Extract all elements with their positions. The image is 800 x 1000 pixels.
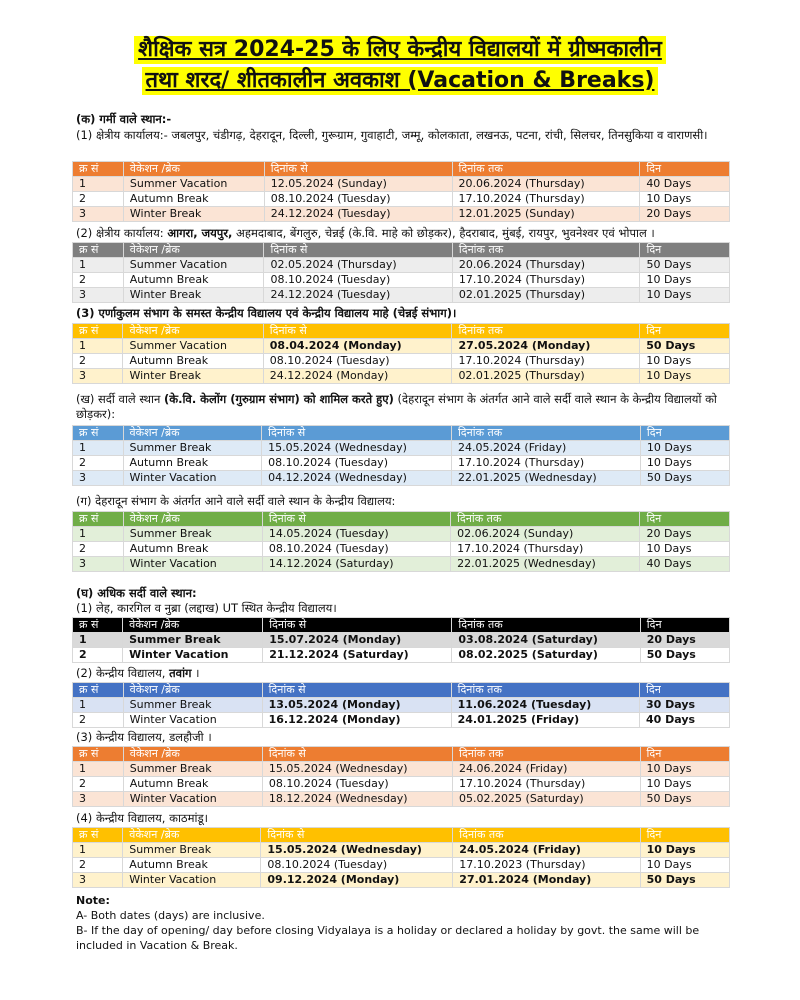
- section-kha-text: [76, 392, 736, 422]
- header-cell: दिनांक तक: [453, 747, 640, 762]
- table-cell: 02.01.2025 (Thursday): [452, 288, 640, 303]
- table-row: [73, 288, 730, 303]
- table-cell: Winter Vacation: [123, 713, 262, 728]
- table-cell: 15.07.2024 (Monday): [263, 633, 452, 648]
- table-cell: 1: [73, 633, 123, 648]
- table-row: [73, 792, 730, 807]
- table-cell: 2: [73, 354, 123, 369]
- table-row: [73, 192, 730, 207]
- table-cell: Summer Vacation: [123, 339, 263, 354]
- table-cell: 50 Days: [640, 339, 730, 354]
- table-cell: 3: [73, 873, 123, 888]
- note-a: A- Both dates (days) are inclusive.: [76, 909, 265, 922]
- table-cell: 20 Days: [640, 633, 729, 648]
- table-cell: 30 Days: [640, 698, 730, 713]
- section-gha-sub2: [76, 666, 736, 681]
- header-cell: दिन: [640, 243, 730, 258]
- notes-heading: Note:: [76, 894, 110, 907]
- kha-bold: (के.वि. केलोंग (गुरुग्राम संभाग) को शामिल करते हुए): [163, 392, 394, 406]
- table-cell: 2: [73, 777, 124, 792]
- title-line-2: तथा शरद/ शीतकालीन अवकाश (Vacation & Breaks): [142, 67, 659, 95]
- table-ka-1: [72, 161, 730, 222]
- table-cell: 17.10.2023 (Thursday): [453, 858, 640, 873]
- table-row: [73, 698, 730, 713]
- table-row: [73, 843, 730, 858]
- table-cell: 1: [73, 177, 124, 192]
- header-cell: दिनांक से: [264, 243, 452, 258]
- table-cell: 24.05.2024 (Friday): [451, 441, 640, 456]
- table-cell: 50 Days: [640, 792, 729, 807]
- table-cell: 3: [73, 207, 124, 222]
- page-title: [0, 36, 800, 98]
- table-row: [73, 873, 730, 888]
- table-row: [73, 471, 730, 486]
- table-cell: 2: [73, 648, 123, 663]
- table-row: [73, 369, 730, 384]
- table-cell: 18.12.2024 (Wednesday): [262, 792, 452, 807]
- table-cell: Autumn Break: [123, 456, 262, 471]
- table-cell: Autumn Break: [123, 777, 262, 792]
- header-cell: दिनांक तक: [451, 683, 639, 698]
- table-cell: 2: [73, 713, 124, 728]
- table-cell: 1: [73, 698, 124, 713]
- header-cell: दिनांक से: [262, 683, 451, 698]
- table-cell: Autumn Break: [123, 354, 263, 369]
- header-cell: वेकेशन /ब्रेक: [123, 618, 263, 633]
- header-cell: दिन: [640, 683, 730, 698]
- table-cell: 3: [73, 288, 124, 303]
- note-b: B- If the day of opening/ day before closing Vidyalaya is a holiday or declared a holiday by govt. the same will be included in Vacation & Break.: [76, 924, 700, 952]
- table-cell: 10 Days: [640, 456, 729, 471]
- table-header-row: [73, 618, 730, 633]
- section-ga-text: (ग) देहरादून संभाग के अंतर्गत आने वाले सर्दी वाले स्थान के केन्द्रीय विद्यालय:: [76, 494, 396, 508]
- table-cell: 02.01.2025 (Thursday): [452, 369, 640, 384]
- notes: [76, 893, 736, 953]
- table-cell: Summer Break: [123, 762, 262, 777]
- table-header-row: [73, 324, 730, 339]
- table-cell: 2: [73, 273, 124, 288]
- section-ka-sub1: (1) क्षेत्रीय कार्यालय:- जबलपुर, चंडीगढ़, देहरादून, दिल्ली, गुरूग्राम, गुवाहाटी, जम्मू, कोलकाता, लखनऊ, पटना, रांची, सिलचर, तिनसुकिया व वाराणसी।: [76, 128, 708, 142]
- table-cell: 50 Days: [640, 648, 729, 663]
- gha-sub2-bold: तवांग: [169, 666, 192, 680]
- table-cell: 08.10.2024 (Tuesday): [263, 354, 452, 369]
- table-cell: 02.06.2024 (Sunday): [451, 527, 640, 542]
- table-cell: 14.05.2024 (Tuesday): [262, 527, 450, 542]
- table-cell: 1: [73, 441, 124, 456]
- table-cell: 10 Days: [640, 858, 729, 873]
- table-cell: Winter Vacation: [123, 557, 262, 572]
- table-row: [73, 207, 730, 222]
- header-cell: क्र सं: [73, 747, 124, 762]
- table-cell: 24.06.2024 (Friday): [453, 762, 640, 777]
- table-cell: 50 Days: [640, 471, 729, 486]
- table-cell: 2: [73, 542, 124, 557]
- header-cell: वेकेशन /ब्रेक: [123, 162, 264, 177]
- header-cell: क्र सं: [73, 426, 124, 441]
- table-cell: Summer Break: [123, 633, 263, 648]
- header-cell: दिनांक से: [264, 162, 452, 177]
- header-cell: क्र सं: [73, 512, 124, 527]
- table-cell: 13.05.2024 (Monday): [262, 698, 451, 713]
- header-cell: दिनांक तक: [453, 828, 640, 843]
- gha-sub2-rest: ।: [191, 666, 200, 680]
- header-cell: क्र सं: [73, 618, 123, 633]
- table-cell: 17.10.2024 (Thursday): [452, 354, 640, 369]
- header-cell: वेकेशन /ब्रेक: [123, 747, 262, 762]
- table-header-row: [73, 162, 730, 177]
- header-cell: दिन: [640, 828, 729, 843]
- header-cell: दिनांक से: [262, 747, 452, 762]
- header-cell: दिनांक से: [263, 618, 452, 633]
- table-cell: 09.12.2024 (Monday): [261, 873, 453, 888]
- table-cell: 10 Days: [640, 762, 729, 777]
- header-cell: दिनांक से: [262, 512, 450, 527]
- header-cell: दिन: [640, 618, 729, 633]
- table-cell: 10 Days: [640, 843, 729, 858]
- title-line-1: शैक्षिक सत्र 2024-25 के लिए केन्द्रीय विद्यालयों में ग्रीष्मकालीन: [134, 36, 666, 64]
- table-cell: 17.10.2024 (Thursday): [452, 192, 640, 207]
- table-row: [73, 441, 730, 456]
- table-cell: Winter Vacation: [123, 648, 263, 663]
- header-cell: वेकेशन /ब्रेक: [123, 324, 263, 339]
- table-cell: 10 Days: [640, 192, 730, 207]
- table-cell: 1: [73, 843, 123, 858]
- table-row: [73, 456, 730, 471]
- table-cell: 16.12.2024 (Monday): [262, 713, 451, 728]
- table-cell: 08.02.2025 (Saturday): [452, 648, 640, 663]
- table-cell: 10 Days: [640, 777, 729, 792]
- header-cell: क्र सं: [73, 324, 123, 339]
- section-gha-sub4: (4) केन्द्रीय विद्यालय, काठमांडू।: [76, 811, 208, 825]
- section-gha-sub1: (1) लेह, कारगिल व नुब्रा (लद्दाख) UT स्थित केन्द्रीय विद्यालय।: [76, 601, 337, 615]
- header-cell: दिन: [640, 162, 730, 177]
- table-cell: Winter Break: [123, 369, 263, 384]
- table-cell: 40 Days: [640, 177, 730, 192]
- sub2-bold: आगरा, जयपुर,: [167, 226, 233, 240]
- table-cell: Summer Break: [123, 527, 262, 542]
- table-cell: 08.10.2024 (Tuesday): [264, 273, 452, 288]
- table-row: [73, 339, 730, 354]
- table-cell: 24.12.2024 (Tuesday): [264, 207, 452, 222]
- table-cell: 1: [73, 762, 124, 777]
- table-cell: Winter Vacation: [123, 873, 261, 888]
- table-cell: 3: [73, 369, 123, 384]
- table-cell: 17.10.2024 (Thursday): [452, 273, 640, 288]
- table-cell: Summer Break: [123, 441, 262, 456]
- table-cell: 10 Days: [640, 288, 730, 303]
- section-ka-sub2: [76, 226, 736, 241]
- header-cell: वेकेशन /ब्रेक: [123, 512, 262, 527]
- header-cell: दिन: [640, 512, 730, 527]
- table-cell: 11.06.2024 (Tuesday): [451, 698, 639, 713]
- header-cell: दिनांक तक: [452, 162, 640, 177]
- table-ka-3: [72, 323, 730, 384]
- header-cell: वेकेशन /ब्रेक: [123, 683, 262, 698]
- header-cell: दिनांक से: [261, 828, 453, 843]
- table-cell: 08.10.2024 (Tuesday): [264, 192, 452, 207]
- table-row: [73, 354, 730, 369]
- table-cell: 2: [73, 192, 124, 207]
- header-cell: दिनांक से: [262, 426, 452, 441]
- table-cell: 03.08.2024 (Saturday): [452, 633, 640, 648]
- header-cell: दिन: [640, 324, 730, 339]
- table-header-row: [73, 426, 730, 441]
- sub2-rest: अहमदाबाद, बेंगलुरु, चेन्नई (के.वि. माहे को छोड़कर), हैदराबाद, मुंबई, रायपुर, भुवनेश्वर एवं भोपाल ।: [232, 226, 655, 240]
- table-cell: Autumn Break: [123, 273, 264, 288]
- table-kha: [72, 425, 730, 486]
- table-cell: 04.12.2024 (Wednesday): [262, 471, 452, 486]
- table-cell: 08.10.2024 (Tuesday): [262, 542, 450, 557]
- header-cell: दिन: [640, 426, 729, 441]
- section-gha-heading: (घ) अधिक सर्दी वाले स्थान:: [76, 586, 197, 600]
- table-header-row: [73, 747, 730, 762]
- table-cell: 1: [73, 258, 124, 273]
- table-ka-2: [72, 242, 730, 303]
- header-cell: क्र सं: [73, 828, 123, 843]
- table-cell: 50 Days: [640, 873, 729, 888]
- table-row: [73, 777, 730, 792]
- table-cell: 3: [73, 792, 124, 807]
- table-row: [73, 713, 730, 728]
- table-cell: Winter Break: [123, 207, 264, 222]
- section-gha-sub3: (3) केन्द्रीय विद्यालय, डलहौजी ।: [76, 730, 212, 744]
- header-cell: क्र सं: [73, 683, 124, 698]
- table-ga: [72, 511, 730, 572]
- table-header-row: [73, 828, 730, 843]
- table-row: [73, 762, 730, 777]
- table-cell: 20.06.2024 (Thursday): [452, 177, 640, 192]
- table-row: [73, 858, 730, 873]
- table-cell: Winter Vacation: [123, 471, 262, 486]
- table-cell: Autumn Break: [123, 542, 262, 557]
- sub2-prefix: (2) क्षेत्रीय कार्यालय:: [76, 226, 168, 240]
- table-cell: 40 Days: [640, 557, 730, 572]
- table-cell: 50 Days: [640, 258, 730, 273]
- table-cell: 27.05.2024 (Monday): [452, 339, 640, 354]
- table-gha-3: [72, 746, 730, 807]
- table-cell: 10 Days: [640, 369, 730, 384]
- header-cell: दिनांक तक: [452, 324, 640, 339]
- table-cell: 21.12.2024 (Saturday): [263, 648, 452, 663]
- table-cell: 17.10.2024 (Thursday): [451, 456, 640, 471]
- table-cell: Summer Break: [123, 843, 261, 858]
- table-row: [73, 258, 730, 273]
- table-cell: 24.12.2024 (Tuesday): [264, 288, 452, 303]
- table-cell: 20.06.2024 (Thursday): [452, 258, 640, 273]
- table-cell: Winter Vacation: [123, 792, 262, 807]
- table-cell: 10 Days: [640, 441, 729, 456]
- table-header-row: [73, 512, 730, 527]
- section-ka-sub3: (3) एर्णाकुलम संभाग के समस्त केन्द्रीय विद्यालय एवं केन्द्रीय विद्यालय माहे (चेन्नई संभाग)।: [76, 306, 457, 320]
- table-cell: Summer Vacation: [123, 258, 264, 273]
- table-row: [73, 648, 730, 663]
- table-cell: Summer Break: [123, 698, 262, 713]
- table-cell: 12.01.2025 (Sunday): [452, 207, 640, 222]
- table-cell: 12.05.2024 (Sunday): [264, 177, 452, 192]
- gha-sub2-prefix: (2) केन्द्रीय विद्यालय,: [76, 666, 170, 680]
- table-cell: 3: [73, 471, 124, 486]
- table-header-row: [73, 683, 730, 698]
- header-cell: वेकेशन /ब्रेक: [123, 426, 262, 441]
- table-cell: 02.05.2024 (Thursday): [264, 258, 452, 273]
- table-cell: Autumn Break: [123, 858, 261, 873]
- table-cell: 10 Days: [640, 273, 730, 288]
- header-cell: दिन: [640, 747, 729, 762]
- table-cell: 08.10.2024 (Tuesday): [262, 456, 452, 471]
- table-cell: 40 Days: [640, 713, 730, 728]
- header-cell: दिनांक तक: [452, 243, 640, 258]
- table-cell: 24.01.2025 (Friday): [451, 713, 639, 728]
- table-cell: 3: [73, 557, 124, 572]
- header-cell: दिनांक तक: [451, 512, 640, 527]
- table-gha-1: [72, 617, 730, 663]
- table-cell: 15.05.2024 (Wednesday): [262, 441, 452, 456]
- table-cell: 05.02.2025 (Saturday): [453, 792, 640, 807]
- table-cell: 1: [73, 339, 123, 354]
- table-cell: 27.01.2024 (Monday): [453, 873, 640, 888]
- table-cell: Winter Break: [123, 288, 264, 303]
- section-ka-heading: (क) गर्मी वाले स्थान:-: [76, 112, 172, 126]
- table-cell: 22.01.2025 (Wednesday): [451, 471, 640, 486]
- table-cell: 1: [73, 527, 124, 542]
- kha-rest: (देहरादून संभाग के अंतर्गत आने वाले सर्दी वाले स्थान के केन्द्रीय विद्यालयों को छोड़कर):: [76, 392, 717, 421]
- table-row: [73, 633, 730, 648]
- header-cell: दिनांक तक: [451, 426, 640, 441]
- table-cell: 08.04.2024 (Monday): [263, 339, 452, 354]
- table-cell: 15.05.2024 (Wednesday): [262, 762, 452, 777]
- table-cell: 17.10.2024 (Thursday): [453, 777, 640, 792]
- table-cell: Summer Vacation: [123, 177, 264, 192]
- header-cell: क्र सं: [73, 243, 124, 258]
- table-cell: 2: [73, 456, 124, 471]
- table-cell: 20 Days: [640, 207, 730, 222]
- table-cell: 22.01.2025 (Wednesday): [451, 557, 640, 572]
- table-cell: 24.12.2024 (Monday): [263, 369, 452, 384]
- table-cell: 10 Days: [640, 542, 730, 557]
- table-cell: 2: [73, 858, 123, 873]
- table-cell: Autumn Break: [123, 192, 264, 207]
- table-header-row: [73, 243, 730, 258]
- table-cell: 20 Days: [640, 527, 730, 542]
- header-cell: दिनांक तक: [452, 618, 640, 633]
- table-cell: 08.10.2024 (Tuesday): [262, 777, 452, 792]
- table-cell: 17.10.2024 (Thursday): [451, 542, 640, 557]
- table-row: [73, 542, 730, 557]
- header-cell: क्र सं: [73, 162, 124, 177]
- table-row: [73, 527, 730, 542]
- header-cell: वेकेशन /ब्रेक: [123, 243, 264, 258]
- table-gha-2: [72, 682, 730, 728]
- table-row: [73, 273, 730, 288]
- header-cell: दिनांक से: [263, 324, 452, 339]
- table-cell: 24.05.2024 (Friday): [453, 843, 640, 858]
- table-cell: 10 Days: [640, 354, 730, 369]
- table-cell: 08.10.2024 (Tuesday): [261, 858, 453, 873]
- kha-prefix: (ख) सर्दी वाले स्थान: [76, 392, 164, 406]
- table-row: [73, 177, 730, 192]
- header-cell: वेकेशन /ब्रेक: [123, 828, 261, 843]
- table-gha-4: [72, 827, 730, 888]
- table-cell: 15.05.2024 (Wednesday): [261, 843, 453, 858]
- table-cell: 14.12.2024 (Saturday): [262, 557, 450, 572]
- table-row: [73, 557, 730, 572]
